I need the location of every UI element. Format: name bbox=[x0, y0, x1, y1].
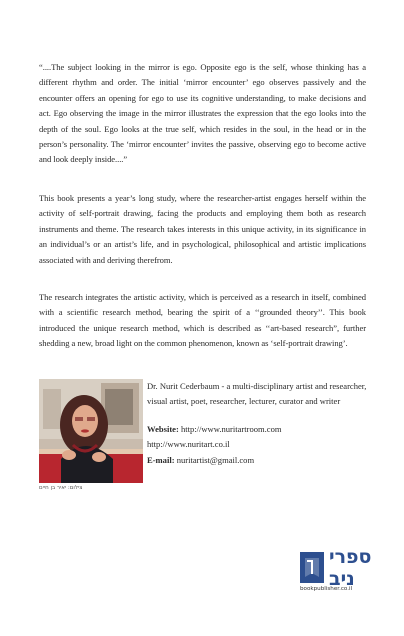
publisher-name: ספרי ניב bbox=[329, 545, 372, 590]
website-link-1[interactable]: http://www.nuritartroom.com bbox=[180, 423, 282, 434]
email-link[interactable]: nuritartist@gmail.com bbox=[176, 454, 255, 465]
description-paragraph: This book presents a year’s long study, where the researcher-artist engages herself within the activity of self-portrait drawing, facing the products and employing them both as research instruments and theme. The research takes interests in this unique activity, in its significance in an individual’s or an artist’s life, and in psychological, philosophical and artistic implications associated with and deriving therefrom. bbox=[39, 193, 366, 265]
photo-credit: צילום: יאיר בן חיים bbox=[39, 485, 83, 491]
website-line-2 bbox=[147, 437, 369, 452]
email-label: E-mail: bbox=[147, 454, 175, 465]
author-description: Dr. Nurit Cederbaum - a multi-disciplinary artist and researcher, visual artist, poet, researcher, lecturer, curator and writer bbox=[147, 381, 367, 407]
publisher-url: bookpublisher.co.il bbox=[300, 586, 353, 592]
email-line bbox=[147, 453, 369, 468]
research-paragraph: The research integrates the artistic activity, which is perceived as a research in itself, combined with a scientific research method, bearing the spirit of a ‘‘grounded theory’’. This book introduced the unique research method, which is described as ‘‘art-based research”, further shedding a new, broad light on the common phenomenon, known as ‘self-portrait drawing’. bbox=[39, 292, 366, 349]
book-icon bbox=[300, 552, 324, 583]
author-photo bbox=[39, 379, 143, 483]
author-bio bbox=[147, 379, 369, 468]
publisher-logo bbox=[300, 545, 372, 592]
author-portrait-image bbox=[39, 379, 143, 483]
quote-paragraph: “....The subject looking in the mirror is ego. Opposite ego is the self, whose thinking has a different rhythm and order. The initial ‘mirror encounter’ ego observes passively and the encounter offers an opening for ego to use its cognitive understanding, to make decisions and act. Ego observing the image in the mirror illustrates the expression that the ego looks into the depth of the soul. Ego looks at the true self, which resides in the soul, in the head or in the person’s personality. The ‘mirror encounter’ invites the passive, observing ego to become active and look deeply inside....” bbox=[39, 62, 366, 165]
website-label: Website: bbox=[147, 423, 179, 434]
website-line bbox=[147, 422, 369, 437]
website-link-2[interactable]: http://www.nuritart.co.il bbox=[147, 439, 230, 450]
